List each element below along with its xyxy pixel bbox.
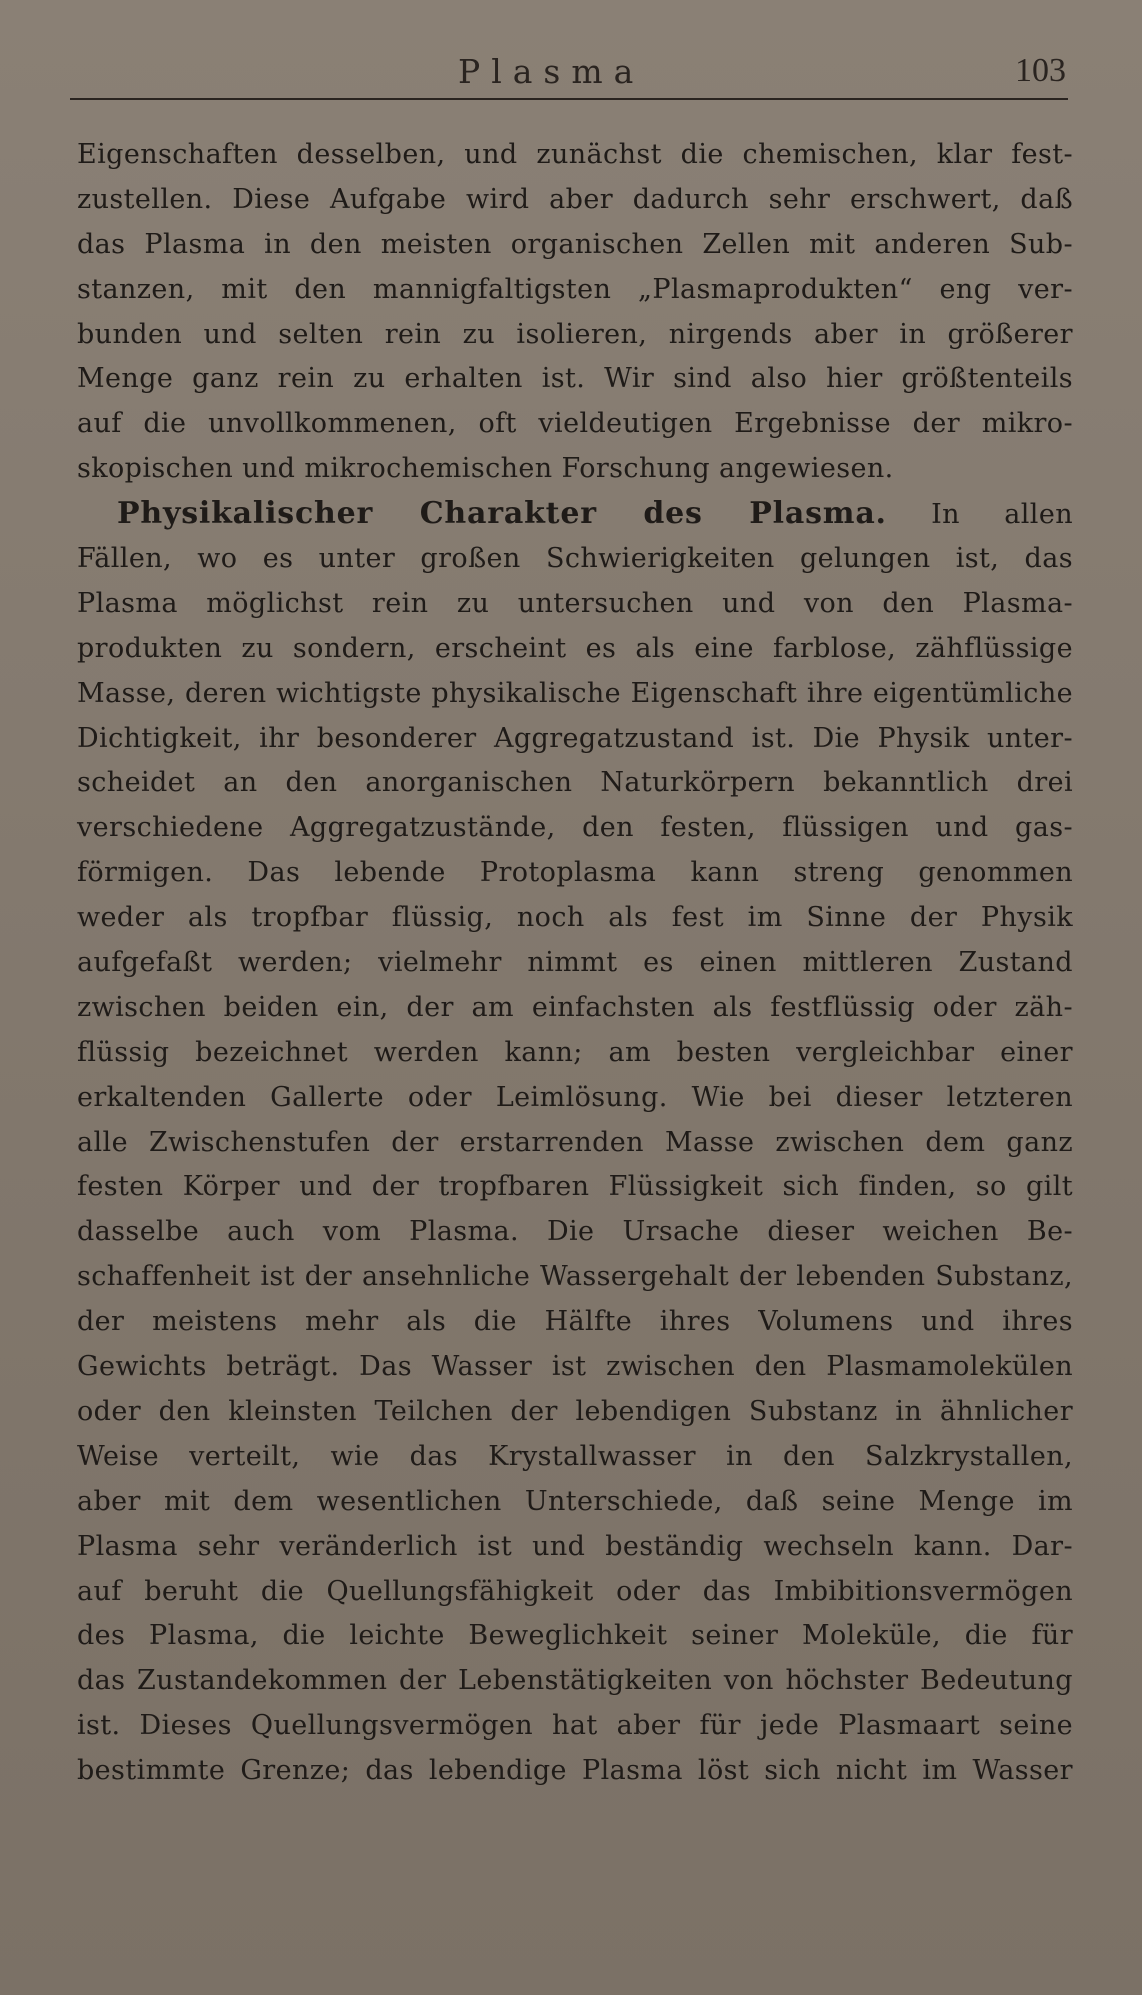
text-line: das Plasma in den meisten organischen Zellen mit anderen Sub- <box>77 228 1073 260</box>
text-line: erkaltenden Gallerte oder Leimlösung. Wie bei dieser letzteren <box>77 1081 1073 1113</box>
text-line: auf beruht die Quellungsfähigkeit oder das Imbibitionsvermögen <box>77 1575 1073 1607</box>
text-line: des Plasma, die leichte Beweglichkeit seiner Moleküle, die für <box>77 1620 1073 1652</box>
text-line: schaffenheit ist der ansehnliche Wassergehalt der lebenden Substanz, <box>77 1261 1073 1293</box>
text-line: bestimmte Grenze; das lebendige Plasma löst sich nicht im Wasser <box>77 1755 1073 1787</box>
heading-line-rest: In allen <box>886 499 1073 531</box>
running-title: Plasma <box>458 52 645 91</box>
text-line: auf die unvollkommenen, oft vieldeutigen Ergebnisse der mikro- <box>77 408 1073 440</box>
text-line: bunden und selten rein zu isolieren, nirgends aber in größerer <box>77 318 1073 350</box>
text-line: förmigen. Das lebende Protoplasma kann streng genommen <box>77 857 1073 889</box>
text-line: Weise verteilt, wie das Krystallwasser in den Salzkrystallen, <box>77 1440 1073 1472</box>
text-line: Gewichts beträgt. Das Wasser ist zwischen den Plasmamolekülen <box>77 1351 1073 1383</box>
text-line: alle Zwischenstufen der erstarrenden Masse zwischen dem ganz <box>77 1126 1073 1158</box>
page-number: 103 <box>1015 52 1066 89</box>
text-line: Dichtigkeit, ihr besonderer Aggregatzustand ist. Die Physik unter- <box>77 722 1073 754</box>
text-line: Menge ganz rein zu erhalten ist. Wir sind also hier größtenteils <box>77 363 1073 395</box>
text-line: Plasma sehr veränderlich ist und beständig wechseln kann. Dar- <box>77 1530 1073 1562</box>
text-line: flüssig bezeichnet werden kann; am besten vergleichbar einer <box>77 1036 1073 1068</box>
text-line: weder als tropfbar flüssig, noch als fest im Sinne der Physik <box>77 902 1073 934</box>
text-line: stanzen, mit den mannigfaltigsten „Plasmaprodukten“ eng ver- <box>77 273 1073 305</box>
text-line: skopischen und mikrochemischen Forschung angewiesen. <box>77 453 894 485</box>
text-line: das Zustandekommen der Lebenstätigkeiten von höchster Bedeutung <box>77 1665 1073 1697</box>
section-heading: Physikalischer Charakter des Plasma. <box>117 496 887 532</box>
text-line: zustellen. Diese Aufgabe wird aber dadurch sehr erschwert, daß <box>77 183 1073 215</box>
text-line: produkten zu sondern, erscheint es als eine farblose, zähflüssige <box>77 632 1073 664</box>
text-line: verschiedene Aggregatzustände, den festen, flüssigen und gas- <box>77 812 1073 844</box>
text-line: festen Körper und der tropfbaren Flüssigkeit sich finden, so gilt <box>77 1171 1073 1203</box>
text-line: Fällen, wo es unter großen Schwierigkeiten gelungen ist, das <box>77 543 1073 575</box>
text-line: dasselbe auch vom Plasma. Die Ursache dieser weichen Be- <box>77 1216 1073 1248</box>
text-line: Plasma möglichst rein zu untersuchen und von den Plasma- <box>77 587 1073 619</box>
text-line: aufgefaßt werden; vielmehr nimmt es einen mittleren Zustand <box>77 947 1073 979</box>
section-heading-line <box>77 492 1073 537</box>
text-line: Masse, deren wichtigste physikalische Eigenschaft ihre eigentümliche <box>77 677 1073 709</box>
body-text <box>77 133 1073 1794</box>
text-line: scheidet an den anorganischen Naturkörpern bekanntlich drei <box>77 767 1073 799</box>
text-line: Eigenschaften desselben, und zunächst die chemischen, klar fest- <box>77 139 1073 170</box>
text-line: ist. Dieses Quellungsvermögen hat aber für jede Plasmaart seine <box>77 1710 1073 1742</box>
text-line: aber mit dem wesentlichen Unterschiede, daß seine Menge im <box>77 1485 1073 1517</box>
text-line: oder den kleinsten Teilchen der lebendigen Substanz in ähnlicher <box>77 1395 1073 1427</box>
page-header <box>70 52 1068 100</box>
text-line: der meistens mehr als die Hälfte ihres Volumens und ihres <box>77 1306 1073 1338</box>
text-line: zwischen beiden ein, der am einfachsten als festflüssig oder zäh- <box>77 991 1073 1023</box>
